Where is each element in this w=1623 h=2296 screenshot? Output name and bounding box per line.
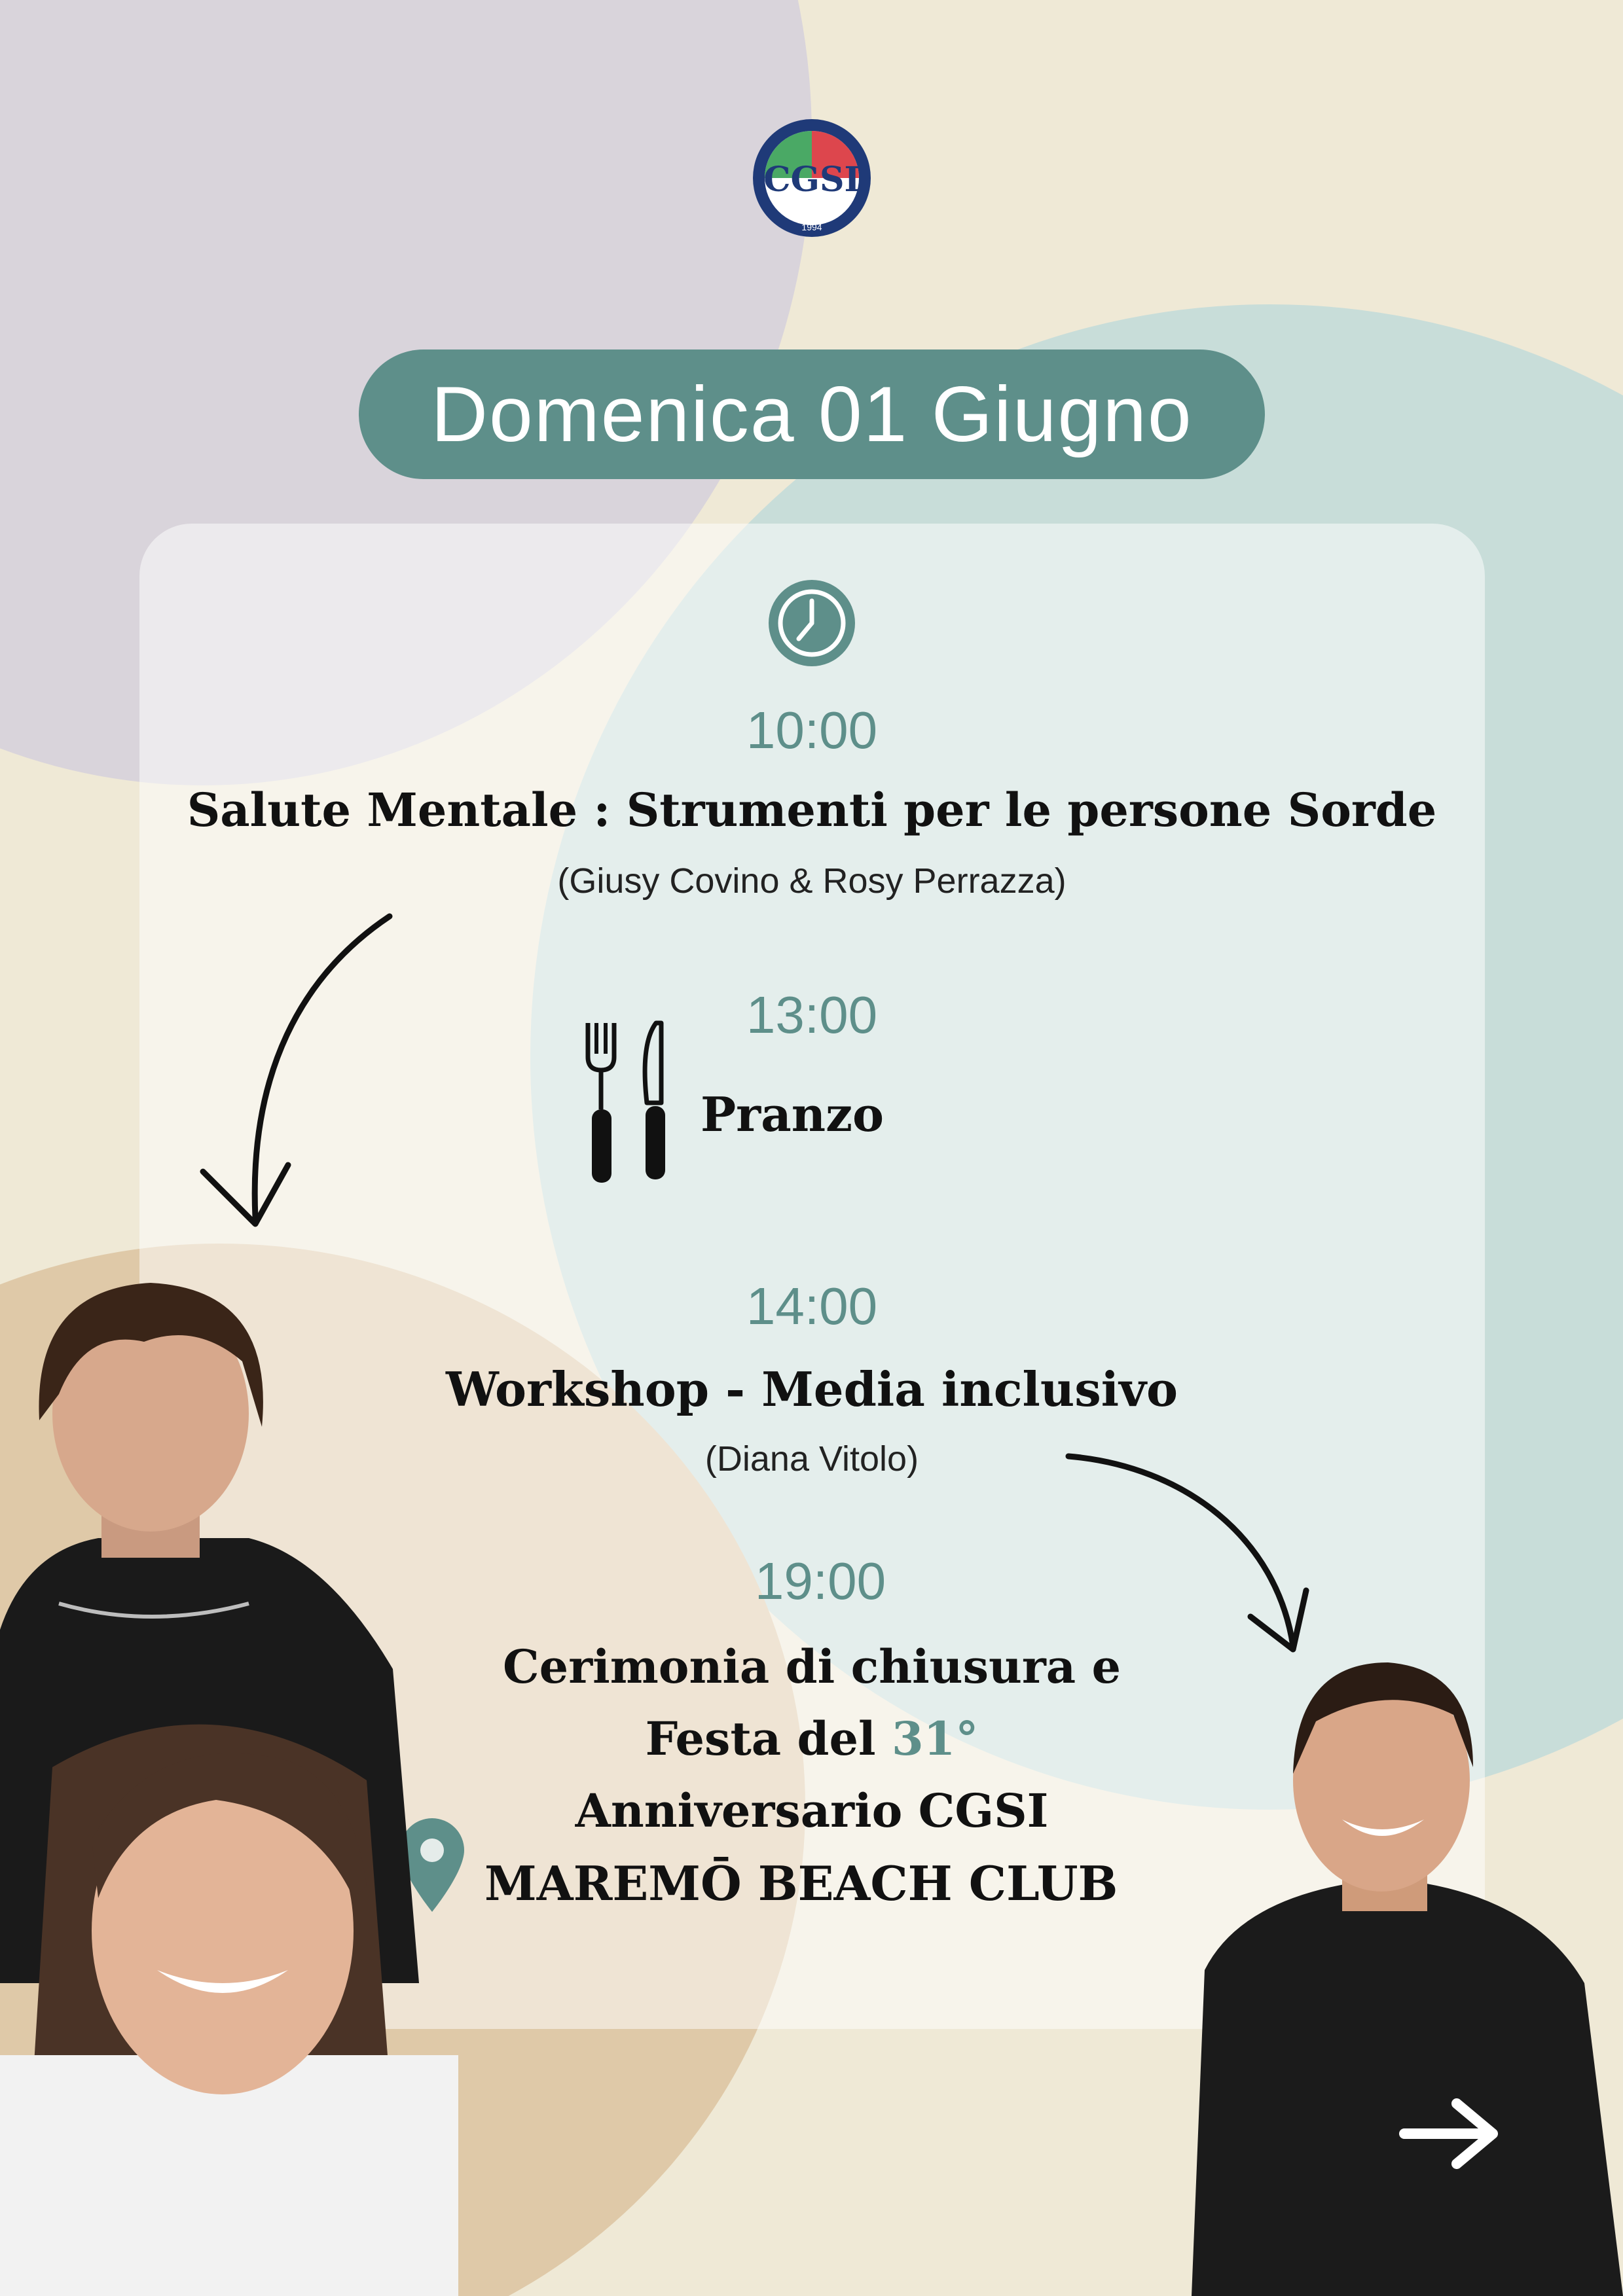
clock-icon — [767, 579, 856, 668]
arrow-right-icon[interactable] — [1398, 2094, 1503, 2173]
venue-name: MAREMŌ BEACH CLUB — [484, 1856, 1118, 1911]
logo-year: 1994 — [801, 222, 822, 232]
anniversary-number: 31° — [891, 1712, 979, 1766]
session-title-lunch: Pranzo — [701, 1086, 884, 1142]
curved-arrow-down-right-icon — [1061, 1440, 1322, 1662]
cgsi-logo — [752, 118, 872, 238]
closing-ceremony-line2-text: Festa del — [645, 1712, 892, 1766]
date-label: Domenica 01 Giugno — [431, 370, 1193, 458]
person-photo-3 — [1165, 1643, 1623, 2296]
session-title-mental-health: Salute Mentale : Strumenti per le persone Sorde — [187, 783, 1437, 837]
person-photo-2 — [0, 1689, 458, 2296]
closing-ceremony-line3: Anniversario CGSI — [575, 1784, 1049, 1838]
time-19: 19:00 — [754, 1552, 886, 1610]
session-speaker-3: (Diana Vitolo) — [704, 1439, 919, 1479]
time-13: 13:00 — [746, 986, 878, 1044]
curved-arrow-down-left-icon — [183, 903, 406, 1244]
cutlery-icon — [583, 1018, 681, 1188]
closing-ceremony-line2 — [406, 1712, 1218, 1766]
date-banner — [359, 350, 1265, 479]
session-title-workshop: Workshop - Media inclusivo — [445, 1361, 1178, 1417]
session-speaker-1: (Giusy Covino & Rosy Perrazza) — [557, 861, 1067, 901]
time-10: 10:00 — [746, 701, 878, 759]
closing-ceremony-line1: Cerimonia di chiusura e — [502, 1640, 1122, 1694]
logo-text: CGSI — [763, 160, 860, 200]
time-14: 14:00 — [746, 1277, 878, 1335]
